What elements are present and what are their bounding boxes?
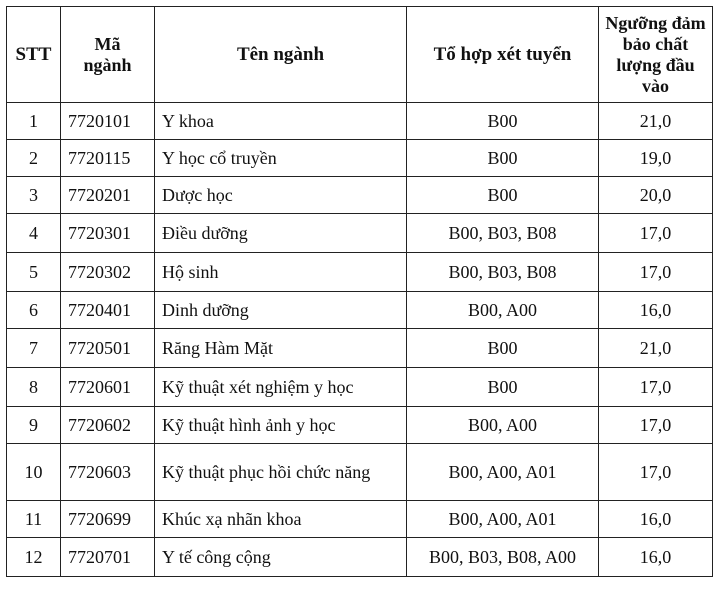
- table-row: [7, 538, 713, 577]
- table-row: [7, 292, 713, 329]
- cell-ten-nganh: Kỹ thuật xét nghiệm y học: [155, 368, 407, 407]
- cell-ten-nganh: Điều dưỡng: [155, 214, 407, 253]
- cell-to-hop: B00: [407, 329, 599, 368]
- cell-stt: 11: [7, 501, 61, 538]
- cell-nguong: 20,0: [599, 177, 713, 214]
- table-row: [7, 368, 713, 407]
- admission-threshold-table: [6, 6, 713, 577]
- header-to-hop: Tổ hợp xét tuyển: [407, 7, 599, 103]
- cell-ten-nganh: Y tế công cộng: [155, 538, 407, 577]
- cell-to-hop: B00: [407, 368, 599, 407]
- cell-to-hop: B00, A00, A01: [407, 444, 599, 501]
- cell-stt: 1: [7, 103, 61, 140]
- header-nguong: Ngưỡng đảm bảo chất lượng đầu vào: [599, 7, 713, 103]
- cell-ma-nganh: 7720301: [61, 214, 155, 253]
- table-row: [7, 444, 713, 501]
- cell-ma-nganh: 7720603: [61, 444, 155, 501]
- cell-to-hop: B00: [407, 103, 599, 140]
- cell-ma-nganh: 7720501: [61, 329, 155, 368]
- header-stt: STT: [7, 7, 61, 103]
- cell-ten-nganh: Hộ sinh: [155, 253, 407, 292]
- cell-stt: 4: [7, 214, 61, 253]
- cell-stt: 2: [7, 140, 61, 177]
- cell-ma-nganh: 7720201: [61, 177, 155, 214]
- cell-nguong: 16,0: [599, 501, 713, 538]
- cell-stt: 12: [7, 538, 61, 577]
- cell-to-hop: B00, B03, B08, A00: [407, 538, 599, 577]
- cell-ma-nganh: 7720699: [61, 501, 155, 538]
- cell-ma-nganh: 7720601: [61, 368, 155, 407]
- cell-ten-nganh: Dinh dưỡng: [155, 292, 407, 329]
- header-ten-nganh: Tên ngành: [155, 7, 407, 103]
- cell-nguong: 17,0: [599, 253, 713, 292]
- cell-stt: 8: [7, 368, 61, 407]
- cell-to-hop: B00, A00, A01: [407, 501, 599, 538]
- cell-to-hop: B00, A00: [407, 292, 599, 329]
- admission-table-wrapper: [6, 6, 713, 577]
- cell-to-hop: B00, B03, B08: [407, 214, 599, 253]
- cell-ten-nganh: Kỹ thuật hình ảnh y học: [155, 407, 407, 444]
- cell-to-hop: B00: [407, 177, 599, 214]
- cell-stt: 10: [7, 444, 61, 501]
- cell-ten-nganh: Y khoa: [155, 103, 407, 140]
- cell-ten-nganh: Dược học: [155, 177, 407, 214]
- cell-nguong: 16,0: [599, 292, 713, 329]
- table-row: [7, 140, 713, 177]
- cell-ten-nganh: Khúc xạ nhãn khoa: [155, 501, 407, 538]
- cell-nguong: 21,0: [599, 329, 713, 368]
- cell-nguong: 19,0: [599, 140, 713, 177]
- cell-nguong: 17,0: [599, 407, 713, 444]
- cell-stt: 6: [7, 292, 61, 329]
- cell-ma-nganh: 7720302: [61, 253, 155, 292]
- table-row: [7, 407, 713, 444]
- table-row: [7, 177, 713, 214]
- cell-ma-nganh: 7720101: [61, 103, 155, 140]
- table-row: [7, 253, 713, 292]
- cell-stt: 9: [7, 407, 61, 444]
- cell-nguong: 17,0: [599, 368, 713, 407]
- cell-to-hop: B00, B03, B08: [407, 253, 599, 292]
- cell-nguong: 17,0: [599, 214, 713, 253]
- cell-ma-nganh: 7720401: [61, 292, 155, 329]
- cell-ten-nganh: Răng Hàm Mặt: [155, 329, 407, 368]
- table-header-row: [7, 7, 713, 103]
- cell-stt: 3: [7, 177, 61, 214]
- cell-stt: 5: [7, 253, 61, 292]
- header-ma-nganh: Mã ngành: [61, 7, 155, 103]
- cell-to-hop: B00, A00: [407, 407, 599, 444]
- table-row: [7, 214, 713, 253]
- cell-ten-nganh: Y học cổ truyền: [155, 140, 407, 177]
- table-row: [7, 329, 713, 368]
- cell-to-hop: B00: [407, 140, 599, 177]
- cell-nguong: 17,0: [599, 444, 713, 501]
- table-row: [7, 501, 713, 538]
- cell-nguong: 16,0: [599, 538, 713, 577]
- table-row: [7, 103, 713, 140]
- cell-ma-nganh: 7720602: [61, 407, 155, 444]
- cell-ten-nganh: Kỹ thuật phục hồi chức năng: [155, 444, 407, 501]
- cell-stt: 7: [7, 329, 61, 368]
- cell-nguong: 21,0: [599, 103, 713, 140]
- cell-ma-nganh: 7720701: [61, 538, 155, 577]
- cell-ma-nganh: 7720115: [61, 140, 155, 177]
